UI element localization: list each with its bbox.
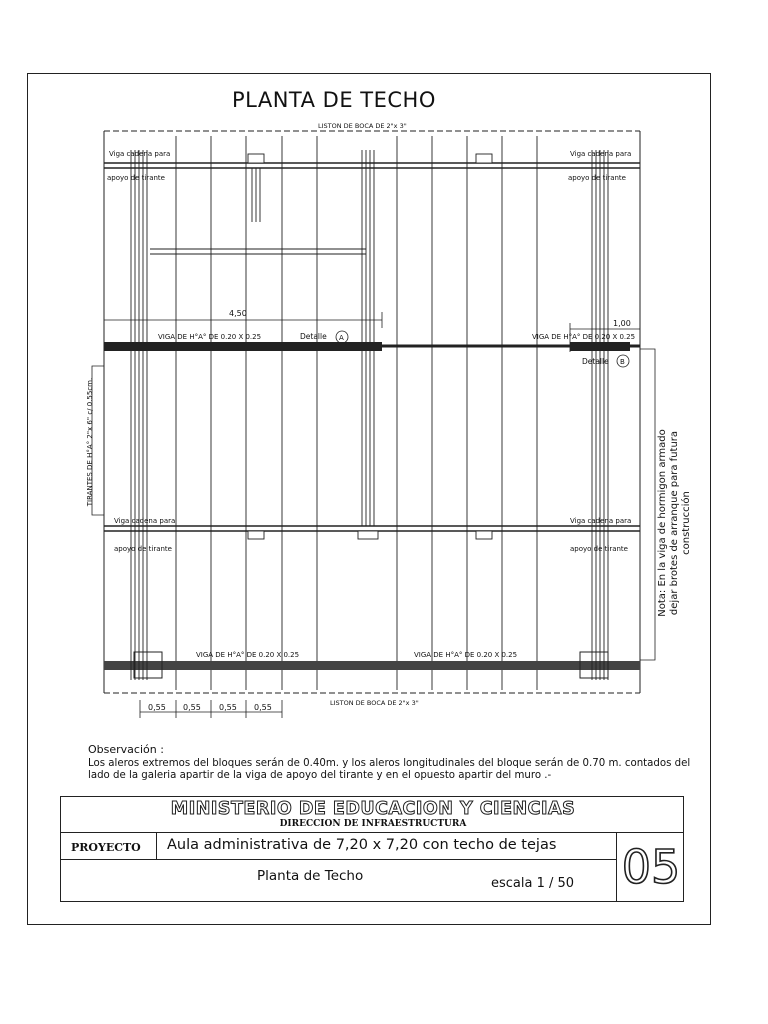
concrete-beam-a bbox=[104, 342, 382, 351]
direccion-name: DIRECCION DE INFRAESTRUCTURA bbox=[279, 819, 467, 829]
apoyo-ml: apoyo de tirante bbox=[114, 545, 172, 553]
spacing-label-4: 0,55 bbox=[254, 703, 272, 712]
dimension-100-label: 1,00 bbox=[613, 319, 631, 328]
apoyo-tl: apoyo de tirante bbox=[107, 174, 165, 182]
apoyo-tr: apoyo de tirante bbox=[568, 174, 626, 182]
title-block-divider bbox=[61, 859, 617, 860]
apoyo-mr: apoyo de tirante bbox=[570, 545, 628, 553]
viga-cadena-ml: Viga cadena para bbox=[114, 517, 176, 525]
title-block-divider bbox=[156, 832, 157, 859]
drawing-title: PLANTA DE TECHO bbox=[232, 88, 436, 112]
title-block bbox=[60, 796, 684, 902]
observation-title: Observación : bbox=[88, 743, 164, 756]
spacing-label-2: 0,55 bbox=[183, 703, 201, 712]
sheet-number: 05 bbox=[621, 840, 681, 894]
liston-top-label: LISTON DE BOCA DE 2"x 3" bbox=[318, 122, 407, 130]
drawing-scale: escala 1 / 50 bbox=[491, 876, 575, 891]
concrete-beam-bottom bbox=[104, 661, 640, 670]
title-block-divider bbox=[61, 832, 683, 833]
spacing-label-3: 0,55 bbox=[219, 703, 237, 712]
title-block-divider bbox=[616, 832, 617, 902]
viga-cadena-mr: Viga cadena para bbox=[570, 517, 632, 525]
detalle-a-mark: A bbox=[339, 334, 344, 342]
viga-b-label: VIGA DE H°A° DE 0.20 X 0.25 bbox=[532, 333, 636, 341]
detalle-b-mark: B bbox=[620, 358, 625, 366]
proyecto-name: Aula administrativa de 7,20 x 7,20 con techo de tejas bbox=[167, 837, 557, 853]
viga-cadena-tl: Viga cadena para bbox=[109, 150, 171, 158]
viga-cadena-tr: Viga cadena para bbox=[570, 150, 632, 158]
detalle-b-label: Detalle bbox=[582, 357, 609, 366]
observation-text: Los aleros extremos del bloques serán de 0.40m. y los aleros longitudinales del bloque serán de 0.70 m. contados del lado de la galeria apartir de la viga de apoyo del tirante y en el opuesto apartir del muro .- bbox=[88, 758, 691, 781]
proyecto-label: PROYECTO bbox=[71, 841, 141, 854]
ministry-name: MINISTERIO DE EDUCACION Y CIENCIAS bbox=[170, 799, 576, 819]
dimension-450-label: 4,50 bbox=[229, 309, 247, 318]
tirantes-label: TIRANTES DE H°A° 2"x 6" c/ 0.55cm. bbox=[86, 377, 94, 507]
liston-bottom-label: LISTON DE BOCA DE 2"x 3" bbox=[330, 699, 419, 707]
detalle-a-label: Detalle bbox=[300, 332, 327, 341]
viga-a-label: VIGA DE H°A° DE 0.20 X 0.25 bbox=[158, 333, 262, 341]
spacing-label-1: 0,55 bbox=[148, 703, 166, 712]
viga-bottom-left-label: VIGA DE H°A° DE 0.20 X 0.25 bbox=[196, 651, 300, 659]
drawing-name: Planta de Techo bbox=[257, 868, 364, 884]
construction-note: Nota: En la viga de hormigon armado dejar brotes de arranque para futura construcción bbox=[657, 429, 692, 617]
viga-bottom-right-label: VIGA DE H°A° DE 0.20 X 0.25 bbox=[414, 651, 518, 659]
